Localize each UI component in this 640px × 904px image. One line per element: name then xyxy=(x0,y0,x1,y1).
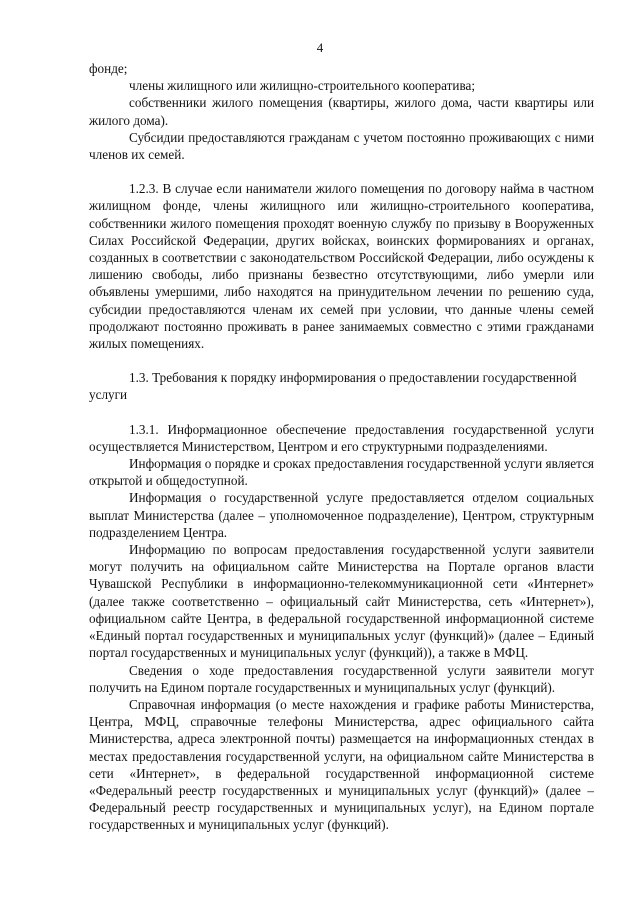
paragraph-list-item: собственники жилого помещения (квартиры, жилого дома, части квартиры или жилого дома). xyxy=(89,95,594,128)
document-body xyxy=(89,60,594,834)
paragraph-list-item: члены жилищного или жилищно-строительного кооператива; xyxy=(129,78,476,94)
paragraph: Сведения о ходе предоставления государственной услуги заявители могут получить на Едином портале государственных и муниципальных услуг (функций). xyxy=(89,662,594,695)
paragraph: Субсидии предоставляются гражданам с учетом постоянно проживающих с ними членов их семей. xyxy=(89,129,594,163)
paragraph-continuation: фонде; xyxy=(89,61,128,76)
section-heading-1-3: 1.3. Требования к порядку информирования о предоставлении государственной услуги xyxy=(89,370,577,403)
paragraph: Справочная информация (о месте нахождения и графике работы Министерства, Центра, МФЦ, справочные телефоны Министерства, адрес официального сайта Министерства, адреса электронной почты) размещается на информационных стендах в местах предоставления государственной услуги, на официальном сайте Министерства в сети «Интернет», в федеральной государственной информационной системе «Федеральный реестр государственных и муниципальных услуг (функций)» (далее – Федеральный реестр государственных и муниципальных услуг), на Едином портале государственных и муниципальных услуг (функций). xyxy=(89,696,594,833)
paragraph: Информация о государственной услуге предоставляется отделом социальных выплат Министерства (далее – уполномоченное подразделение), Центром, структурным подразделением Центра. xyxy=(89,490,594,540)
paragraph-clause-1-2-3: 1.2.3. В случае если наниматели жилого помещения по договору найма в частном жилищном фонде, члены жилищного или жилищно-строительного кооператива, собственники жилого помещения проходят военную службу по призыву в Вооруженных Силах Российской Федерации, других войсках, воинских формированиях и органах, созданных в соответствии с законодательством Российской Федерации, либо осуждены к лишению свободы, либо признаны безвестно отсутствующими, либо умерли или объявлены умершими, либо находятся на принудительном лечении по решению суда, субсидии предоставляются членам их семей при условии, что данные члены семей продолжают постоянно проживать в ранее занимаемых совместно с этими гражданами жилых помещениях. xyxy=(89,181,594,352)
paragraph-clause-1-3-1: 1.3.1. Информационное обеспечение предоставления государственной услуги осуществляется Министерством, Центром и его структурными подразделениями. xyxy=(89,421,594,454)
paragraph: Информация о порядке и сроках предоставления государственной услуги является открытой и общедоступной. xyxy=(89,456,594,489)
page-number: 4 xyxy=(316,40,324,55)
paragraph: Информацию по вопросам предоставления государственной услуги заявители могут получить на официальном сайте Министерства на Портале органов власти Чувашской Республики в информационно-телекоммуникационной сети «Интернет» (далее также соответственно – официальный сайт Министерства, сеть «Интернет»), официальном сайте Центра, в федеральной государственной информационной системе «Единый портал государственных и муниципальных услуг (функций)» (далее – Единый портал государственных и муниципальных услуг (функций)), а также в МФЦ. xyxy=(89,542,594,661)
